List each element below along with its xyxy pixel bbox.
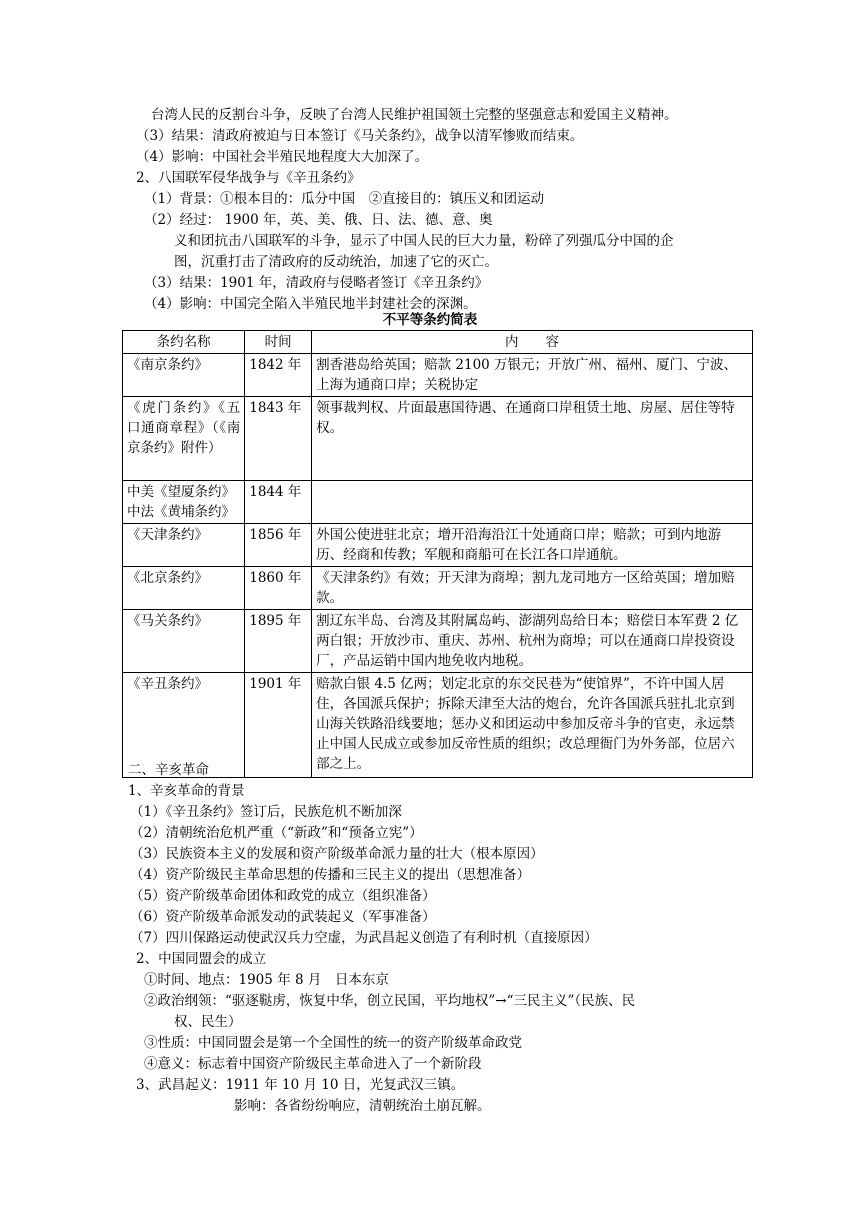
treaty-time: 1842 年 [245,354,312,397]
treaty-name: 《南京条约》 [123,354,245,397]
header-time: 时间 [245,331,312,354]
treaty-name: 《辛丑条约》 [123,673,245,778]
text-line: 权、民生） [174,1014,242,1030]
section-heading: 2、中国同盟会的成立 [136,951,267,967]
treaty-table [122,330,753,778]
text-line: 义和团抗击八国联军的斗争，显示了中国人民的巨大力量，粉碎了列强瓜分中国的企 [174,233,674,249]
table-row [123,524,753,567]
text-line: （5）资产阶级革命团体和政党的成立（组织准备） [130,888,436,904]
treaty-content: 外国公使进驻北京；增开沿海沿江十处通商口岸；赔款；可到内地游历、经商和传教；军舰和商船可在长江各口岸通航。 [312,524,753,567]
section-heading: 1、辛亥革命的背景 [128,783,245,799]
table-row [123,673,753,778]
text-line: 影响：各省纷纷响应，清朝统治土崩瓦解。 [234,1098,491,1114]
treaty-name: 《虎门条约》《五口通商章程》（《南京条约》附件） [123,397,245,481]
treaty-time: 1856 年 [245,524,312,567]
treaty-name: 《天津条约》 [123,524,245,567]
text-line: 台湾人民的反割台斗争，反映了台湾人民维护祖国领土完整的坚强意志和爱国主义精神。 [151,107,678,123]
treaty-name: 中美《望厦条约》中法《黄埔条约》 [123,481,245,524]
text-line: （7）四川保路运动使武汉兵力空虚，为武昌起义创造了有利时机（直接原因） [130,930,598,946]
text-line: 图，沉重打击了清政府的反动统治，加速了它的灭亡。 [174,254,498,270]
text-line: （3）结果：清政府被迫与日本签订《马关条约》，战争以清军惨败而结束。 [136,128,584,144]
treaty-content: 割香港岛给英国；赔款 2100 万银元；开放广州、福州、厦门、宁波、上海为通商口岸；关税协定 [312,354,753,397]
treaty-content: 赔款白银 4.5 亿两；划定北京的东交民巷为“使馆界”，不许中国人居住，各国派兵保护；拆除天津至大沽的炮台，允许各国派兵驻扎北京到山海关铁路沿线要地；惩办义和团运动中参加反帝斗争的官吏，永远禁止中国人民成立或参加反帝性质的组织；改总理衙门为外务部，位居六部之上。 [312,673,753,778]
treaty-content: 《天津条约》有效；开天津为商埠；割九龙司地方一区给英国；增加赔款。 [312,567,753,610]
treaty-time: 1901 年 [245,673,312,778]
table-header-row [123,331,753,354]
text-line: （1）背景：①根本目的：瓜分中国 ②直接目的：镇压义和团运动 [144,191,545,207]
text-line: （2）经过： 1900 年，英、美、俄、日、法、德、意、奥 [144,212,493,228]
section-heading: 二、辛亥革命 [128,762,209,778]
text-line: ③性质：中国同盟会是第一个全国性的统一的资产阶级革命政党 [144,1035,522,1051]
text-line: ①时间、地点：1905 年 8 月 日本东京 [144,972,389,988]
text-line: （4）影响：中国完全陷入半殖民地半封建社会的深渊。 [144,296,477,312]
treaty-name: 《北京条约》 [123,567,245,610]
text-line: ②政治纲领：“驱逐鞑虏，恢复中华，创立民国，平均地权”→“三民主义”（民族、民 [144,993,636,1009]
text-line: （1）《辛丑条约》签订后，民族危机不断加深 [130,804,402,820]
text-line: （2）清朝统治危机严重（“新政”和“预备立宪”） [130,825,423,841]
header-content: 内 容 [312,331,753,354]
text-line: （4）影响：中国社会半殖民地程度大大加深了。 [136,149,429,165]
table-row [123,610,753,673]
text-line: （3）结果：1901 年，清政府与侵略者签订《辛丑条约》 [144,275,489,291]
text-line: ④意义：标志着中国资产阶级民主革命进入了一个新阶段 [144,1056,482,1072]
text-line: （6）资产阶级革命派发动的武装起义（军事准备） [130,909,436,925]
text-line: （4）资产阶级民主革命思想的传播和三民主义的提出（思想准备） [130,867,531,883]
treaty-content: 割辽东半岛、台湾及其附属岛屿、澎湖列岛给日本；赔偿日本军费 2 亿两白银；开放沙市、重庆、苏州、杭州为商埠；可以在通商口岸投资设厂，产品运销中国内地免收内地税。 [312,610,753,673]
header-name: 条约名称 [123,331,245,354]
table-row [123,397,753,481]
treaty-time: 1844 年 [245,481,312,524]
section-heading: 2、八国联军侵华战争与《辛丑条约》 [136,170,361,186]
treaty-time: 1843 年 [245,397,312,481]
table-row [123,354,753,397]
treaty-name: 《马关条约》 [123,610,245,673]
table-title: 不平等条约简表 [382,312,478,328]
treaty-content [312,481,753,524]
text-line: （3）民族资本主义的发展和资产阶级革命派力量的壮大（根本原因） [130,846,544,862]
section-heading: 3、武昌起义：1911 年 10 月 10 日，光复武汉三镇。 [136,1077,465,1093]
table-row [123,481,753,524]
table-row [123,567,753,610]
treaty-content: 领事裁判权、片面最惠国待遇、在通商口岸租赁土地、房屋、居住等特权。 [312,397,753,481]
treaty-time: 1860 年 [245,567,312,610]
treaty-time: 1895 年 [245,610,312,673]
